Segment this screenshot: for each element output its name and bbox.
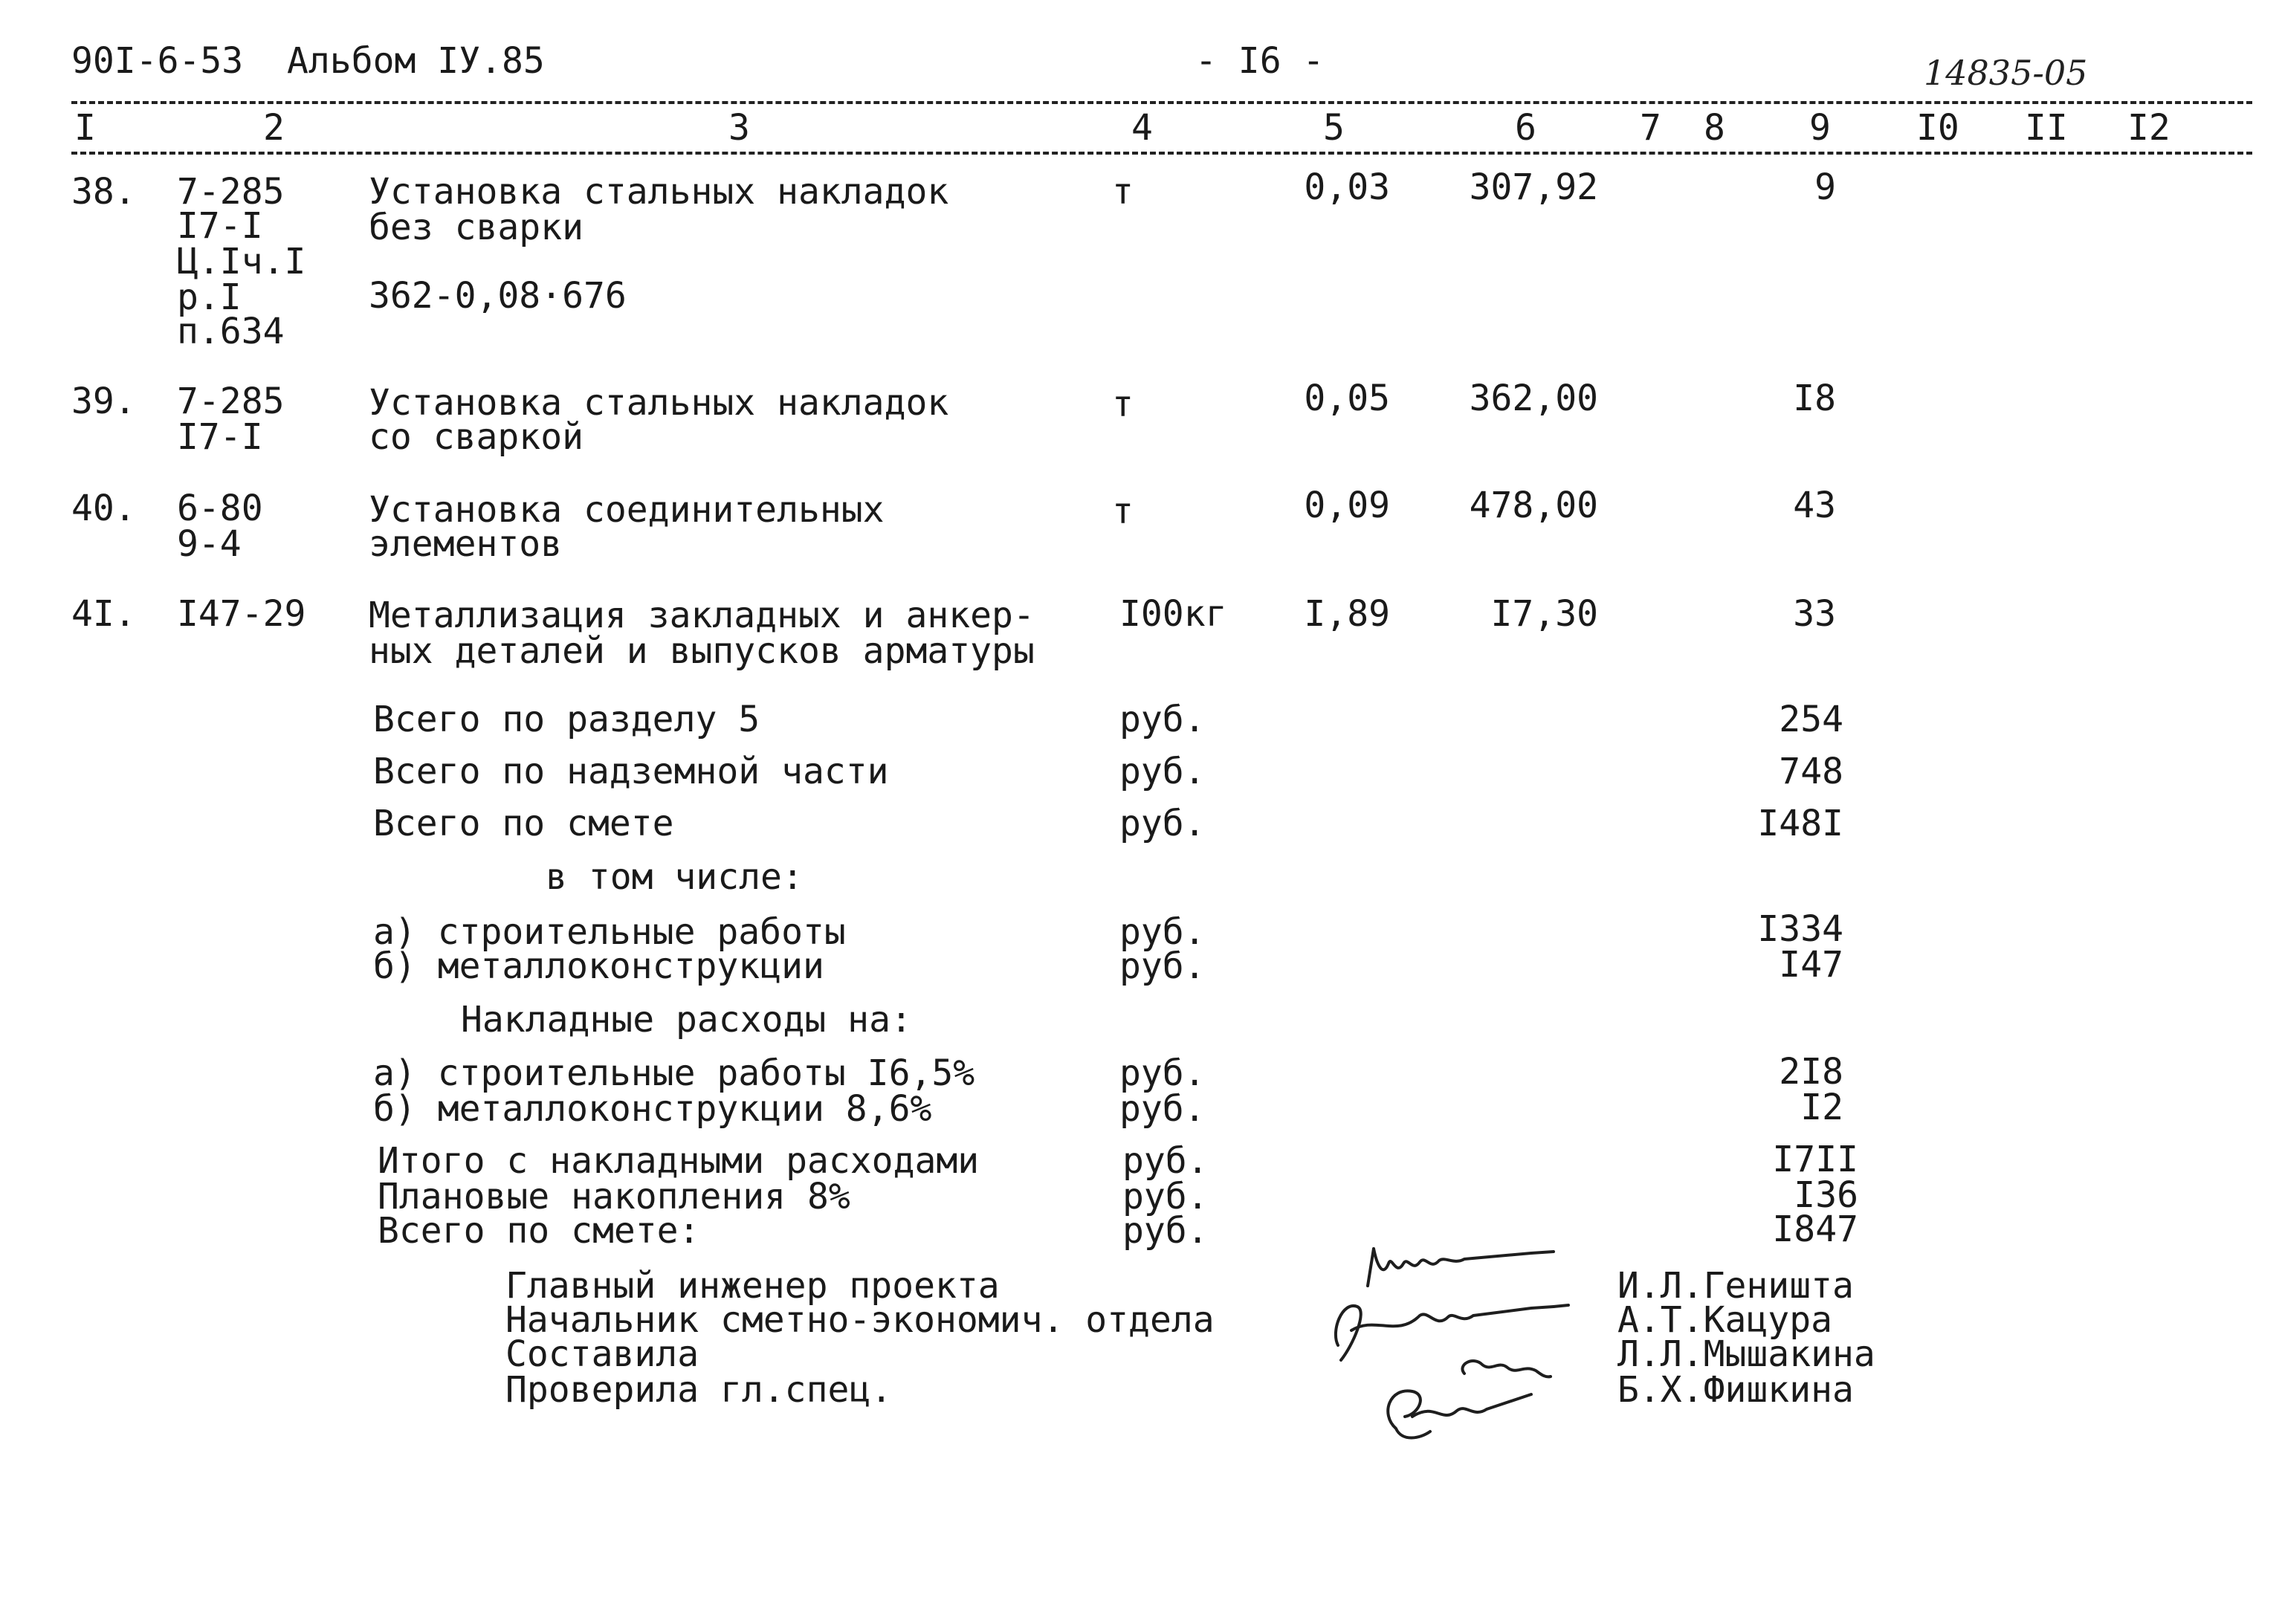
signatory-role: Главный инженер проекта bbox=[505, 1265, 1000, 1307]
summary-label: Всего по смете: bbox=[378, 1210, 700, 1252]
norm-code-line: п.634 bbox=[177, 311, 285, 352]
work-description: Установка стальных накладок bbox=[369, 382, 949, 424]
column-header: 3 bbox=[728, 107, 750, 149]
norm-code-line: 7-285 bbox=[177, 381, 285, 422]
summary-unit: руб. bbox=[1119, 911, 1206, 953]
column-header: 8 bbox=[1704, 107, 1725, 149]
unit: т bbox=[1112, 171, 1134, 213]
summary-unit: руб. bbox=[1119, 699, 1206, 740]
column-header: 4 bbox=[1131, 107, 1153, 149]
column-header: I bbox=[74, 107, 96, 149]
work-description: Металлизация закладных и анкер- bbox=[369, 595, 1035, 636]
summary-label: Всего по надземной части bbox=[373, 751, 889, 792]
row-number: 39. bbox=[71, 381, 136, 422]
total-cost: I8 bbox=[1793, 378, 1836, 419]
unit-price: 478,00 bbox=[1469, 485, 1598, 526]
column-header: 6 bbox=[1515, 107, 1536, 149]
column-header: 7 bbox=[1640, 107, 1661, 149]
summary-label: б) металлоконструкции bbox=[373, 945, 824, 987]
work-description: Установка стальных накладок bbox=[369, 171, 949, 213]
signature-stroke bbox=[1388, 1391, 1531, 1437]
column-header: II bbox=[2025, 107, 2068, 149]
work-description: без сварки bbox=[369, 207, 584, 248]
quantity: 0,03 bbox=[1304, 166, 1390, 208]
norm-code-line: 6-80 bbox=[177, 488, 263, 529]
summary-label: Всего по разделу 5 bbox=[373, 699, 760, 740]
summary-label: Всего по смете bbox=[373, 803, 674, 844]
signatory-role: Проверила гл.спец. bbox=[505, 1369, 893, 1411]
work-description: ных деталей и выпусков арматуры bbox=[369, 630, 1035, 672]
summary-subheading: в том числе: bbox=[546, 856, 804, 898]
total-cost: 9 bbox=[1814, 166, 1836, 208]
row-number: 38. bbox=[71, 171, 136, 213]
handwritten-signatures bbox=[1308, 1219, 1620, 1464]
quantity: 0,09 bbox=[1304, 485, 1390, 526]
summary-unit: руб. bbox=[1119, 1088, 1206, 1130]
norm-code-line: р.I bbox=[177, 276, 242, 318]
signatory-name: Б.Х.Фишкина bbox=[1617, 1369, 1854, 1411]
summary-value: 2I8 bbox=[1779, 1051, 1843, 1093]
quantity: I,89 bbox=[1304, 593, 1390, 635]
row-number: 40. bbox=[71, 488, 136, 529]
norm-code-line: Ц.Iч.I bbox=[177, 241, 306, 282]
unit: т bbox=[1112, 384, 1134, 425]
summary-label: а) строительные работы I6,5% bbox=[373, 1052, 975, 1094]
summary-value: I36 bbox=[1794, 1174, 1858, 1216]
summary-label: б) металлоконструкции 8,6% bbox=[373, 1088, 932, 1130]
handwritten-reference: 14835-05 bbox=[1924, 53, 2088, 93]
work-description: элементов bbox=[369, 523, 563, 565]
summary-subheading: Накладные расходы на: bbox=[461, 999, 912, 1041]
signatory-role: Начальник сметно-экономич. отдела bbox=[505, 1299, 1215, 1341]
signatory-name: И.Л.Геништа bbox=[1617, 1265, 1854, 1307]
signature-stroke bbox=[1531, 1252, 1568, 1307]
norm-code-line: I47-29 bbox=[177, 593, 306, 635]
signature-stroke bbox=[1368, 1249, 1531, 1286]
summary-unit: руб. bbox=[1122, 1140, 1209, 1182]
album-label: Альбом IУ.85 bbox=[287, 40, 545, 82]
summary-unit: руб. bbox=[1119, 945, 1206, 987]
unit-price: I7,30 bbox=[1490, 593, 1598, 635]
summary-value: I2 bbox=[1800, 1087, 1843, 1128]
signature-stroke bbox=[1462, 1361, 1551, 1376]
norm-code-line: 7-285 bbox=[177, 171, 285, 213]
column-header: 9 bbox=[1809, 107, 1831, 149]
unit-price: 307,92 bbox=[1469, 166, 1598, 208]
header-top-rule bbox=[71, 101, 2252, 104]
summary-unit: руб. bbox=[1119, 751, 1206, 792]
summary-label: а) строительные работы bbox=[373, 911, 846, 953]
norm-code-line: I7-I bbox=[177, 416, 263, 458]
column-header: I2 bbox=[2127, 107, 2171, 149]
unit: I00кг bbox=[1119, 593, 1227, 635]
summary-value: I847 bbox=[1772, 1209, 1858, 1250]
document-code: 90I-6-53 bbox=[71, 40, 244, 82]
summary-value: I7II bbox=[1772, 1139, 1858, 1180]
summary-value: I48I bbox=[1757, 803, 1843, 844]
total-cost: 43 bbox=[1793, 485, 1836, 526]
summary-label: Плановые накопления 8% bbox=[378, 1176, 850, 1217]
work-description: со сваркой bbox=[369, 416, 584, 458]
unit-price: 362,00 bbox=[1469, 378, 1598, 419]
row-number: 4I. bbox=[71, 593, 136, 635]
norm-code-line: I7-I bbox=[177, 205, 263, 247]
summary-value: 748 bbox=[1779, 751, 1843, 792]
total-cost: 33 bbox=[1793, 593, 1836, 635]
summary-unit: руб. bbox=[1122, 1210, 1209, 1252]
unit: т bbox=[1112, 491, 1134, 532]
signature-stroke bbox=[1336, 1306, 1554, 1360]
summary-value: 254 bbox=[1779, 699, 1843, 740]
summary-unit: руб. bbox=[1122, 1176, 1209, 1217]
signatory-role: Составила bbox=[505, 1333, 699, 1375]
summary-value: I47 bbox=[1779, 944, 1843, 986]
price-formula: 362-0,08·676 bbox=[369, 275, 627, 317]
column-header: 2 bbox=[263, 107, 285, 149]
page-number: - I6 - bbox=[1195, 40, 1325, 82]
column-header: 5 bbox=[1323, 107, 1345, 149]
summary-value: I334 bbox=[1757, 908, 1843, 950]
norm-code-line: 9-4 bbox=[177, 523, 242, 565]
header-bottom-rule bbox=[71, 152, 2252, 155]
work-description: Установка соединительных bbox=[369, 489, 885, 531]
summary-label: Итого с накладными расходами bbox=[378, 1140, 980, 1182]
signatory-name: Л.Л.Мышакина bbox=[1617, 1333, 1875, 1375]
column-header: I0 bbox=[1916, 107, 1959, 149]
summary-unit: руб. bbox=[1119, 803, 1206, 844]
quantity: 0,05 bbox=[1304, 378, 1390, 419]
signatory-name: А.Т.Кацура bbox=[1617, 1299, 1832, 1341]
summary-unit: руб. bbox=[1119, 1052, 1206, 1094]
